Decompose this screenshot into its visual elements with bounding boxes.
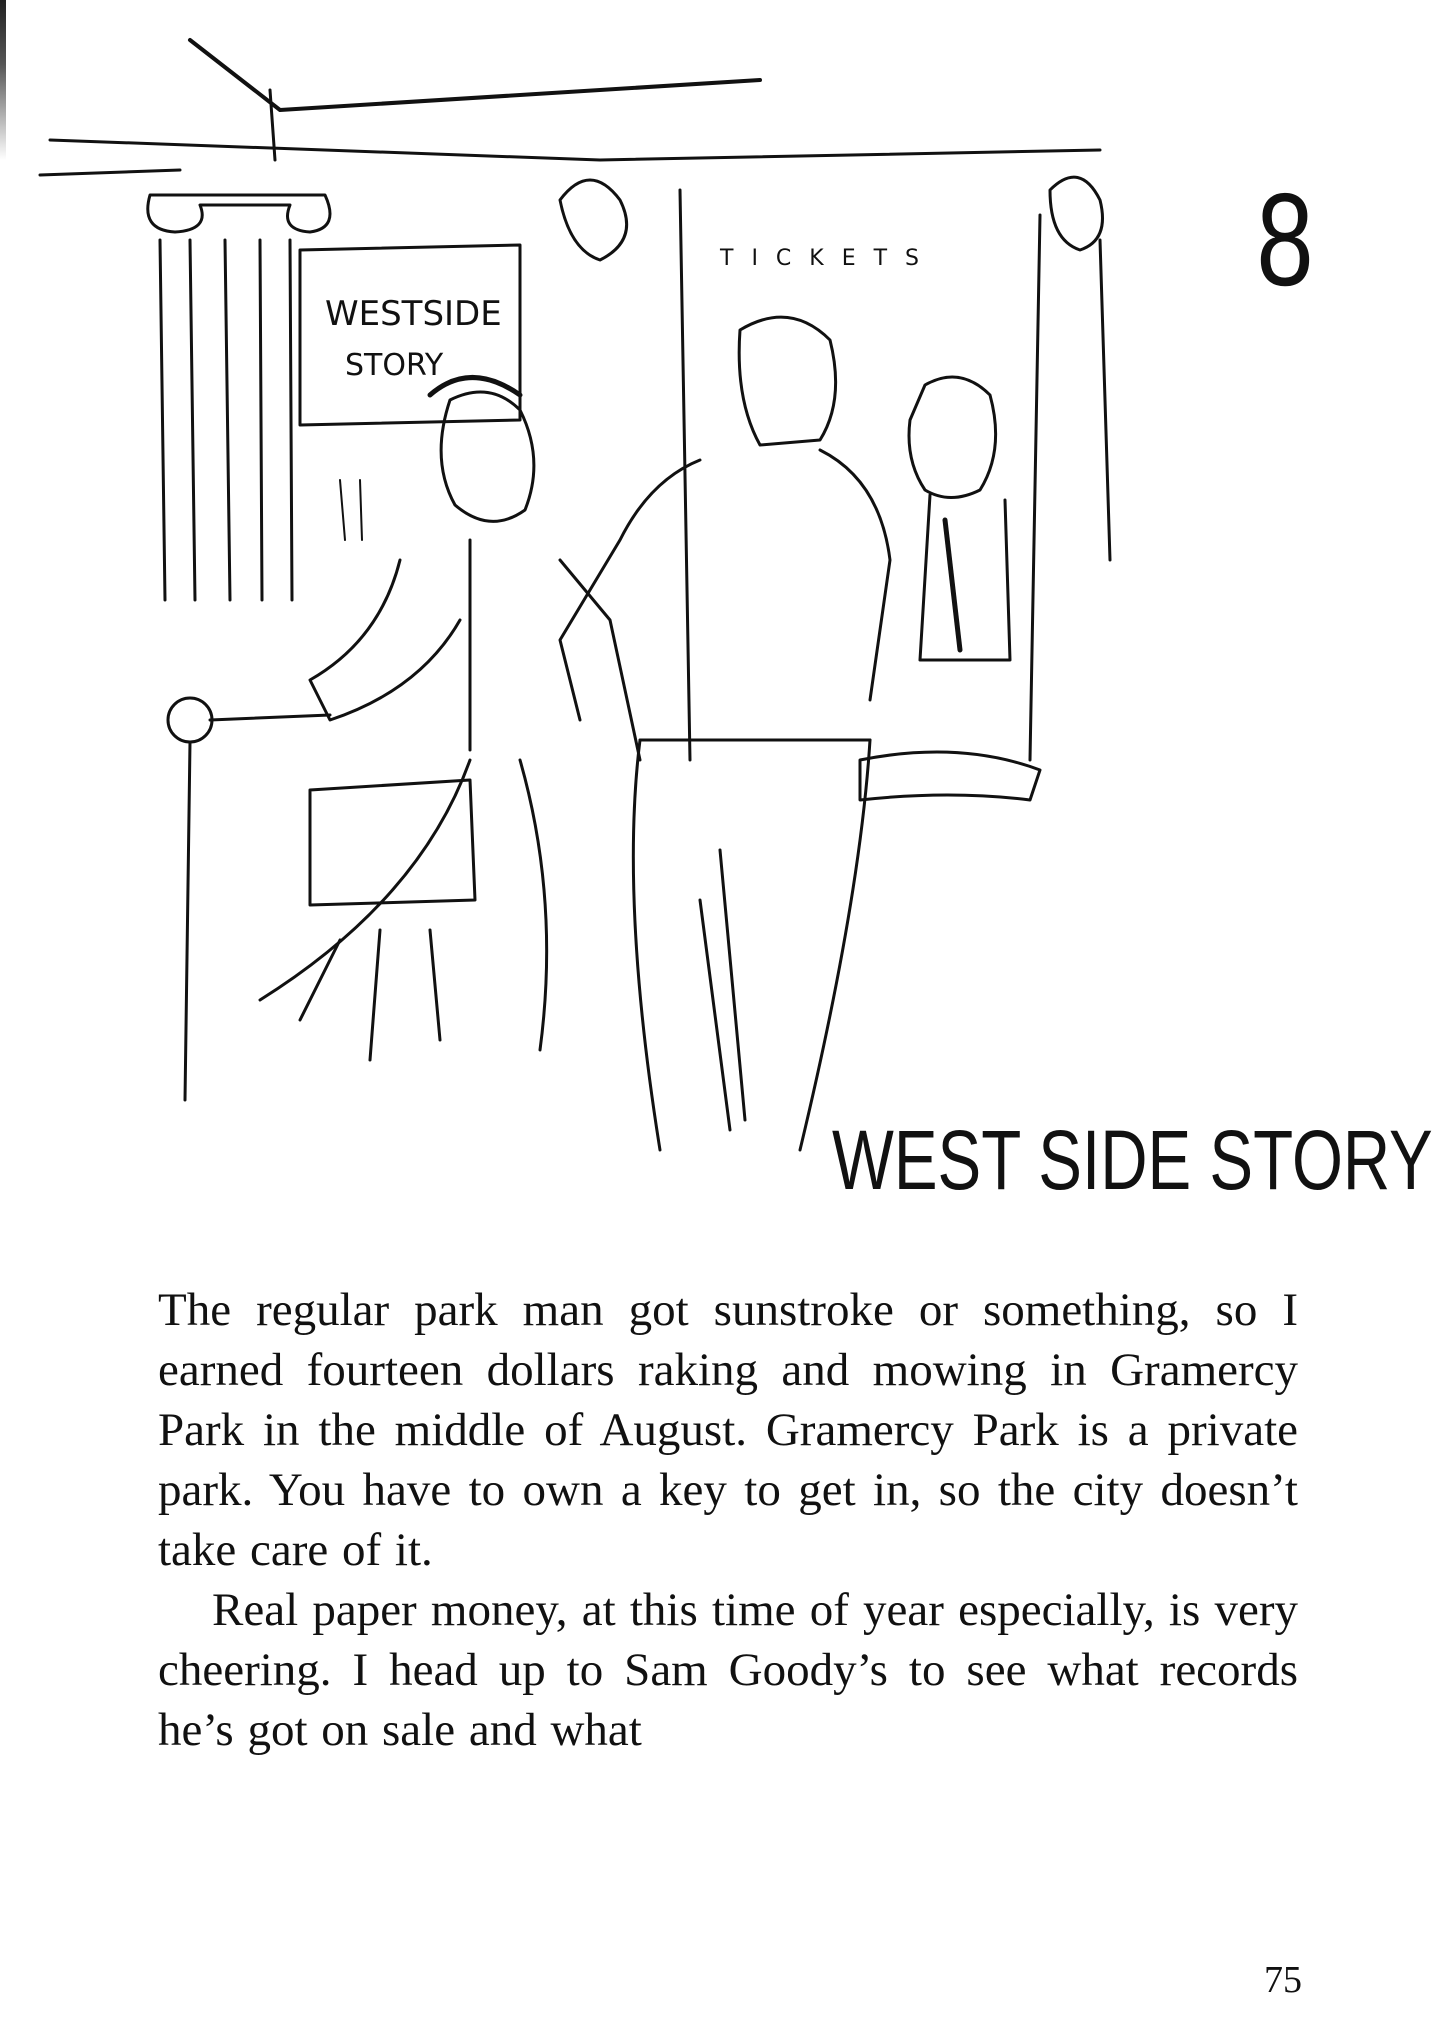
ticket-clerk [909,377,1010,660]
paragraph-2: Real paper money, at this time of year especially, is very cheering. I head up to Sam Goody’s to see what records he’s got on sale and what [158,1584,1298,1756]
ceiling-line [190,40,760,110]
railing-post [168,698,330,1100]
man-figure [560,317,890,1150]
ticket-booth [560,177,1110,800]
chapter-title: WEST SIDE STORY [832,1113,1433,1207]
woman-figure [260,378,640,1061]
poster-sign-line2: STORY [345,348,444,383]
poster-sign-line1: WESTSIDE [325,294,502,334]
ionic-column [148,195,330,600]
cornice-line [50,140,1100,160]
body-text [158,1280,1298,1760]
chapter-illustration [0,0,1140,1150]
page-number: 75 [1264,1959,1302,2001]
paragraph-1: The regular park man got sunstroke or something, so I earned fourteen dollars raking and mowing in Gramercy Park in the middle of August. Gramercy Park is a private park. You have to own a key to get in, so the city doesn’t take care of it. [158,1284,1298,1576]
chapter-number: 8 [1256,166,1314,313]
booth-sign: TICKETS [720,246,938,271]
